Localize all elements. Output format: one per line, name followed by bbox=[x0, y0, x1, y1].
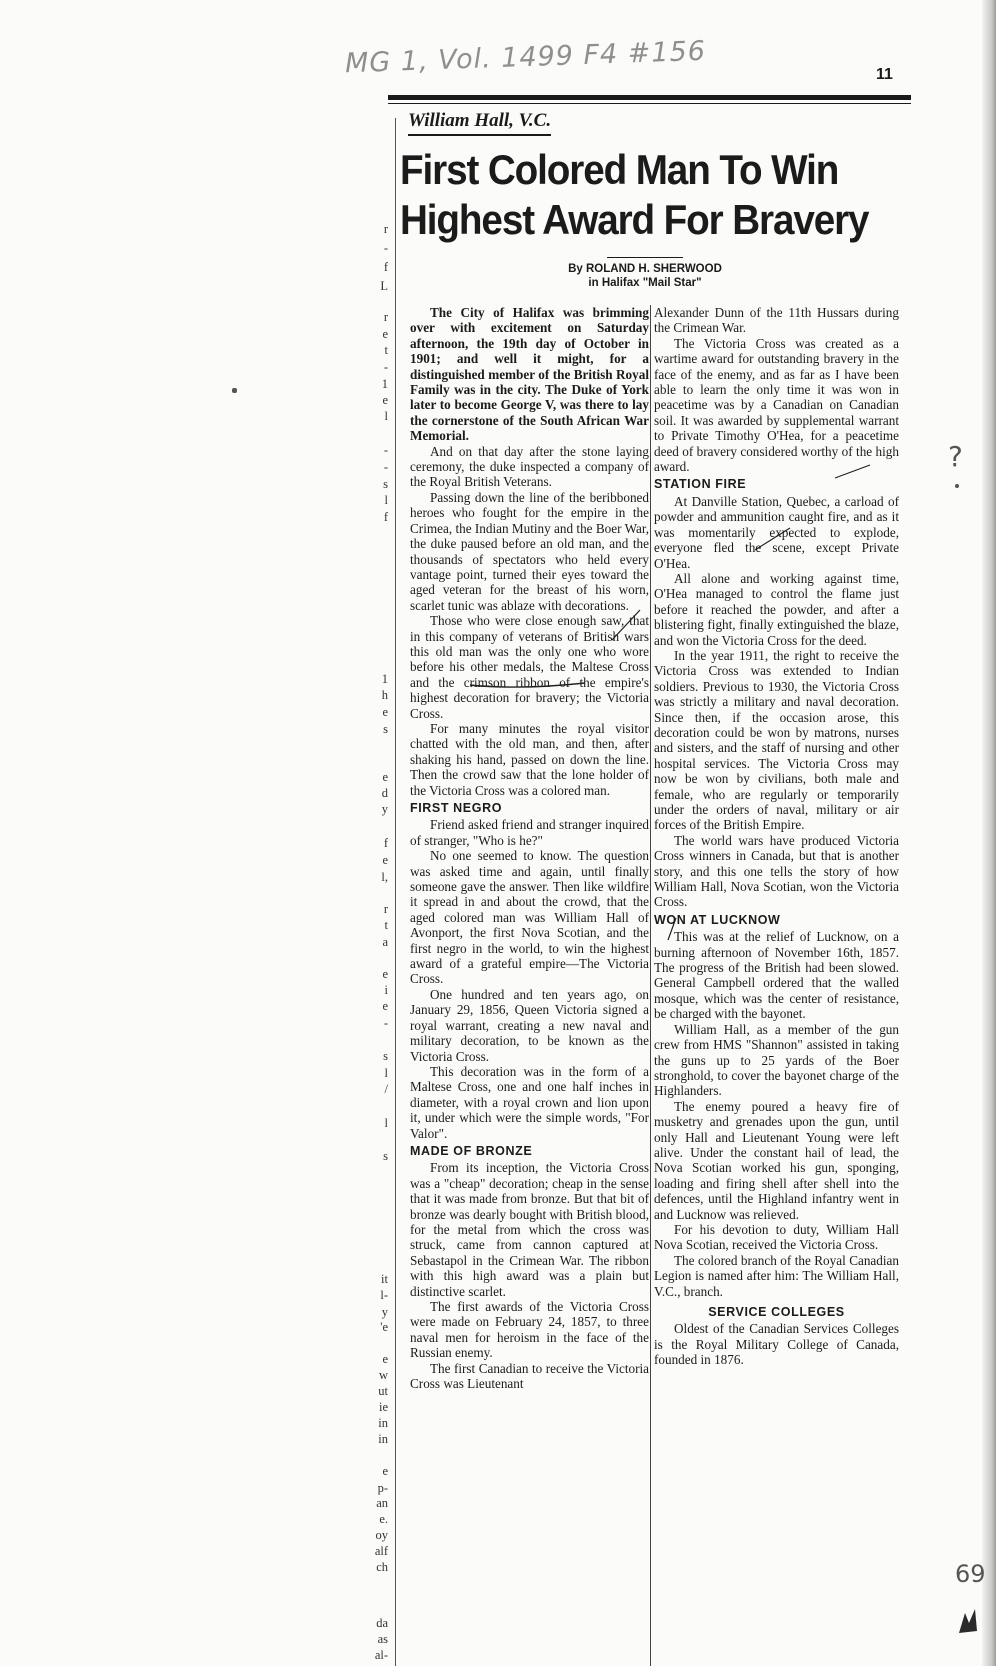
top-rule-thin bbox=[388, 103, 911, 104]
column-left-border bbox=[395, 118, 396, 1666]
paragraph: No one seemed to know. The question was asked time and again, until finally someone gave the answer. Then like wildfire it spread in and about the crowd, that the aged colored man was William Hall of Avonport, the first Nova Scotian, and the first negro in the world, to win the highest award of a grateful empire—The Victoria Cross. bbox=[410, 848, 649, 987]
top-rule bbox=[388, 95, 911, 100]
margin-fragment: l, bbox=[381, 870, 388, 884]
margin-fragment: e bbox=[382, 327, 388, 341]
margin-fragment: r bbox=[383, 902, 388, 916]
paragraph: At Danville Station, Quebec, a carload of powder and ammunition caught fire, and as it was momentarily expected to explode, everyone fled the scene, except Private O'Hea. bbox=[654, 493, 899, 571]
margin-fragment: e bbox=[382, 705, 388, 719]
paragraph: And on that day after the stone laying ceremony, the duke inspected a company of the Royal British Veterans. bbox=[410, 443, 649, 490]
paragraph: For many minutes the royal visitor chatted with the old man, and then, after shaking his hand, passed on down the line. Then the crowd saw that the lone holder of the Victoria Cross was a colored man. bbox=[410, 720, 649, 798]
paragraph: From its inception, the Victoria Cross was a "cheap" decoration; cheap in the sense that it was made from bronze. But that bit of bronze was dearly bought with British blood, for the metal from which the cross was struck, came from cannon captured at Sebastapol in the Crimean War. The ribbon with this high award was a plain but distinctive scarlet. bbox=[410, 1160, 649, 1299]
margin-fragment: d bbox=[381, 786, 388, 800]
handwritten-page-tally: 69 bbox=[955, 1560, 986, 1588]
subheading-first-negro: FIRST NEGRO bbox=[410, 801, 503, 815]
margin-fragment: f bbox=[383, 510, 388, 524]
archive-reference-note: MG 1, Vol. 1499 F4 #156 bbox=[344, 35, 707, 80]
headline-line-1: First Colored Man To Win bbox=[400, 146, 839, 193]
margin-fragment: alf bbox=[374, 1544, 388, 1558]
article-column-1 bbox=[410, 305, 649, 1391]
margin-fragment: al- bbox=[374, 1648, 388, 1662]
paragraph: One hundred and ten years ago, on January 29, 1856, Queen Victoria signed a royal warrant, creating a new naval and military decoration, to be known as the Victoria Cross. bbox=[410, 986, 649, 1064]
paragraph: Those who were close enough saw, that in this company of veterans of British wars this old man was the only one who wore before his other medals, the Maltese Cross and the crimson ribbon of the empire's highest decoration for bravery; the Victoria Cross. bbox=[410, 613, 649, 721]
paragraph: In the year 1911, the right to receive the Victoria Cross was extended to Indian soldiers. Previous to 1930, the Victoria Cross was strictly a military and naval decoration. Since then, if the occasion arose, this decoration could be won by matrons, nurses and sisters, and the staff of nursing and other hospital services. The Victoria Cross may now be won by civilians, both male and female, who are regularly or temporarily under the orders of naval, military or air forces of the British Empire. bbox=[654, 647, 899, 833]
subheading-made-of-bronze: MADE OF BRONZE bbox=[410, 1143, 533, 1158]
margin-fragment: s bbox=[383, 1049, 388, 1063]
subheading-won-at-lucknow: WON AT LUCKNOW bbox=[654, 912, 781, 927]
margin-fragment: - bbox=[383, 460, 388, 474]
margin-fragment: s bbox=[383, 722, 388, 736]
pencil-dot bbox=[955, 484, 959, 488]
paragraph: Friend asked friend and stranger inquired of stranger, "Who is he?" bbox=[410, 817, 649, 848]
column-divider bbox=[650, 305, 651, 1666]
margin-fragment: - bbox=[383, 360, 388, 374]
margin-fragment: in bbox=[378, 1416, 388, 1430]
byline-source: in Halifax "Mail Star" bbox=[588, 277, 702, 289]
paragraph: This decoration was in the form of a Maltese Cross, one and one half inches in diameter, with a royal crown and lion upon it, under which were the simple words, "For Valor". bbox=[410, 1063, 649, 1141]
paragraph: For his devotion to duty, William Hall Nova Scotian, received the Victoria Cross. bbox=[654, 1221, 899, 1253]
subheading-station-fire: STATION FIRE bbox=[654, 477, 747, 492]
paragraph: The enemy poured a heavy fire of musketry and grenades upon the gun, until only Hall and Lieutenant Young were left alive. Under the constant hail of lead, the Nova Scotian worked his gun, sponging, loading and firing shell after shell into the defences, until the Highland infantry went in and Lucknow was relieved. bbox=[654, 1098, 899, 1222]
article-headline bbox=[400, 145, 869, 245]
handwritten-question-mark: ? bbox=[948, 440, 963, 473]
margin-fragment: e bbox=[382, 967, 388, 981]
margin-fragment: f bbox=[383, 836, 388, 850]
margin-fragment: L bbox=[380, 279, 388, 293]
margin-fragment: e bbox=[382, 393, 388, 407]
paragraph: The Victoria Cross was created as a wartime award for outstanding bravery in the face of the enemy, and as far as I have been able to learn the only time it was won in peacetime was by a Canadian on Canadian soil. It was awarded by supplemental warrant to Private Timothy O'Hea, for a peacetime deed of bravery considered worthy of the high award. bbox=[654, 335, 899, 475]
margin-fragment: 1 bbox=[381, 672, 388, 686]
margin-fragment: y bbox=[381, 802, 388, 816]
margin-fragment: e. bbox=[379, 1512, 388, 1526]
paragraph: The colored branch of the Royal Canadian Legion is named after him: The William Hall, V.C., branch. bbox=[654, 1252, 899, 1299]
margin-fragment: - bbox=[383, 1016, 388, 1030]
margin-fragment: e bbox=[382, 999, 388, 1013]
byline-rule bbox=[607, 257, 683, 258]
margin-fragment: e bbox=[382, 1464, 388, 1478]
paragraph: Alexander Dunn of the 11th Hussars during the Crimean War. bbox=[654, 305, 899, 336]
subheading-service-colleges: SERVICE COLLEGES bbox=[708, 1305, 845, 1319]
paragraph: William Hall, as a member of the gun crew from HMS "Shannon" assisted in taking the guns up to 25 yards of the Boer stronghold, to cover the bayonet charge of the Highlanders. bbox=[654, 1021, 899, 1099]
margin-fragment: p- bbox=[377, 1481, 388, 1495]
margin-fragment: h bbox=[381, 688, 388, 702]
paragraph: This was at the relief of Lucknow, on a burning afternoon of November 16th, 1857. The progress of the British had been slowed. General Campbell ordered that the walled mosque, which was the center of resistance, be charged with the bayonet. bbox=[654, 929, 899, 1022]
margin-fragment: oy bbox=[375, 1528, 388, 1542]
lead-paragraph: The City of Halifax was brimming over with excitement on Saturday afternoon, the 19th day of October in 1901; and well it might, for a distinguished member of the British Royal Family was in the city. The Duke of York later to become George V, was there to lay the cornerstone of the South African War Memorial. bbox=[410, 305, 649, 444]
paragraph: The world wars have produced Victoria Cross winners in Canada, but that is another story, and this one tells the story of how William Hall, Nova Scotian, won the Victoria Cross. bbox=[654, 832, 899, 910]
margin-fragment: as bbox=[377, 1632, 388, 1646]
margin-fragment: an bbox=[376, 1496, 388, 1510]
margin-fragment: a bbox=[382, 935, 388, 949]
paragraph: Passing down the line of the beribboned heroes who fought for the empire in the Crimea, the Indian Mutiny and the Boer War, the duke paused before an old man, and the thousands of spectators who held every vantage point, turned their eyes toward the aged veteran for the breast of his worn, scarlet tunic was ablaze with decorations. bbox=[410, 489, 649, 613]
margin-fragment: r bbox=[383, 222, 388, 236]
paper-speck bbox=[232, 388, 237, 393]
byline bbox=[520, 262, 770, 290]
margin-fragment: 'e bbox=[380, 1320, 388, 1334]
margin-fragment: ut bbox=[378, 1384, 388, 1398]
margin-fragment: t bbox=[384, 918, 388, 932]
margin-fragment: ie bbox=[378, 1400, 388, 1414]
paragraph: Oldest of the Canadian Services Colleges is the Royal Military College of Canada, founded in 1876. bbox=[654, 1321, 899, 1368]
byline-author: By ROLAND H. SHERWOOD bbox=[568, 263, 722, 275]
margin-fragment: y bbox=[381, 1305, 388, 1319]
margin-fragment: t bbox=[384, 343, 388, 357]
margin-fragment: f bbox=[383, 260, 388, 274]
paragraph: The first awards of the Victoria Cross were made on February 24, 1857, to three naval men for heroism in the face of the Russian enemy. bbox=[410, 1299, 649, 1361]
margin-fragment: e bbox=[382, 770, 388, 784]
margin-fragment: r bbox=[383, 310, 388, 324]
margin-fragment: 1 bbox=[381, 377, 388, 391]
page-edge-shadow bbox=[982, 0, 996, 1666]
margin-fragment: / bbox=[384, 1082, 388, 1096]
page-number: 11 bbox=[876, 66, 893, 83]
margin-fragment: l bbox=[384, 1066, 388, 1080]
headline-line-2: Highest Award For Bravery bbox=[400, 196, 869, 243]
ink-smudge-icon bbox=[955, 1605, 981, 1635]
margin-fragment: - bbox=[383, 443, 388, 457]
paragraph: All alone and working against time, O'Hea managed to control the flame just before it reached the powder, and after a blistering fight, finally extinguished the blaze, and won the Victoria Cross for the deed. bbox=[654, 570, 899, 648]
margin-fragment: da bbox=[376, 1616, 388, 1630]
paragraph: The first Canadian to receive the Victoria Cross was Lieutenant bbox=[410, 1360, 649, 1392]
margin-fragment: s bbox=[383, 1149, 388, 1163]
margin-fragment: e bbox=[382, 853, 388, 867]
margin-fragment: in bbox=[378, 1432, 388, 1446]
margin-fragment: - bbox=[383, 241, 388, 255]
margin-fragment: l bbox=[384, 1116, 388, 1130]
margin-fragment: s bbox=[383, 477, 388, 491]
margin-fragment: w bbox=[378, 1368, 388, 1382]
margin-fragment: e bbox=[382, 1352, 388, 1366]
margin-fragment: it bbox=[381, 1272, 388, 1286]
article-column-2 bbox=[654, 305, 899, 1368]
margin-fragment: ch bbox=[376, 1560, 388, 1574]
article-kicker: William Hall, V.C. bbox=[408, 110, 551, 136]
margin-fragment: l- bbox=[380, 1288, 388, 1302]
margin-fragment: l bbox=[384, 409, 388, 423]
margin-fragment: l bbox=[384, 493, 388, 507]
margin-fragment: i bbox=[384, 983, 388, 997]
